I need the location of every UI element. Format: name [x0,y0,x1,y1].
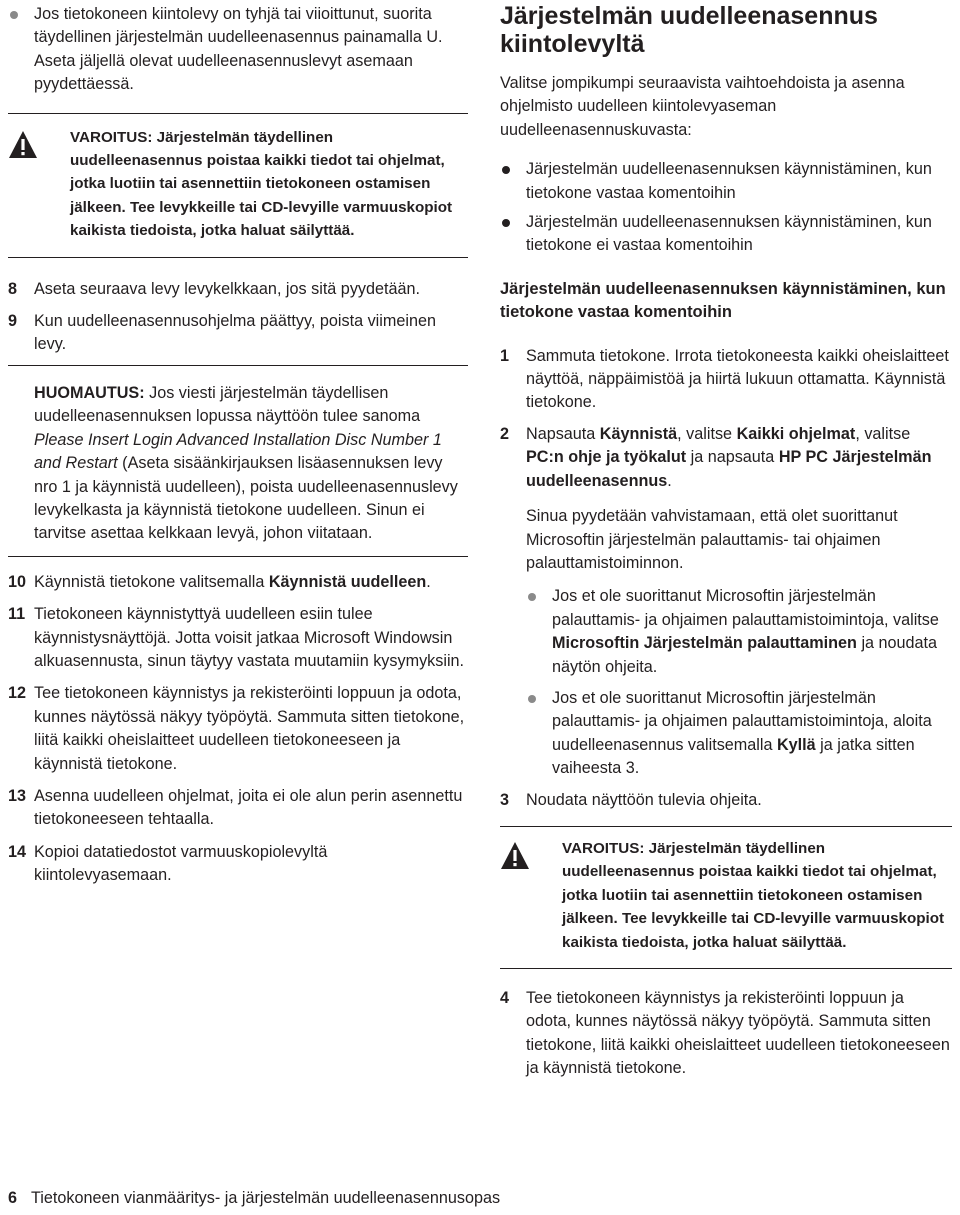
menu-system-recovery: HP PC Järjestelmän uudelleenasennus [526,448,932,490]
step-text: , valitse [855,424,911,443]
step-number: 8 [8,279,18,298]
menu-help-tools: PC:n ohje ja työkalut [526,448,687,467]
note-text-2: (Aseta sisäänkirjauksen lisäasennuksen levy nro 1 ja käynnistä uudelleen), poista uudelleenasennuslevy levykelkasta ja käynnistä tietokone uudelleen. Sinun ei tarvitse asettaa kelkkaan levyä, johon viitataan. [34,454,458,543]
subsection-heading: Järjestelmän uudelleenasennuksen käynnistäminen, kun tietokone vastaa komentoihin [500,279,946,322]
step-number: 4 [500,989,510,1007]
step-text: . [667,471,672,490]
step-number: 1 [500,346,510,365]
note [8,382,468,546]
sub-option-text: ja jatka sitten vaiheesta 3. [552,735,915,778]
step-14 [8,841,468,888]
warning-rule-top [500,826,952,827]
sub-option-text: Jos et ole suorittanut Microsoftin järjestelmän palauttamis- ja ohjaimen palauttamistoimintoja, aloita uudelleenasennus valitsemalla [552,688,932,754]
sub-option-text: ja noudata näytön ohjeita. [552,634,938,676]
step-2-paragraph: Sinua pyydetään vahvistamaan, että olet suorittanut Microsoftin järjestelmän palauttamis- tai ohjaimen palauttamistoiminnon. [526,507,898,572]
step-text: Sammuta tietokone. Irrota tietokoneesta kaikki oheislaitteet näyttöä, näppäimistöä ja hiirtä lukuun ottamatta. Käynnistä tietokone. [526,346,949,412]
step-text-end: . [426,572,431,591]
step-3 [500,789,952,812]
step-number: 13 [8,786,27,805]
step-number: 10 [8,572,27,591]
step-13 [8,785,468,832]
step-10 [8,571,468,594]
warning-triangle-icon [8,130,38,160]
menu-start: Käynnistä [599,424,678,443]
intro-bullet: Jos tietokoneen kiintolevy on tyhjä tai viioittunut, suorita täydellinen järjestelmän uudelleenasennus painamalla U. Aseta jäljellä olevat uudelleenasennuslevyt asemaan pyydettäessä. [8,3,468,97]
warning-rule-top [8,113,468,114]
step-text: Tee tietokoneen käynnistys ja rekisteröinti loppuun ja odota, kunnes näytössä näkyy työpöytä. Sammuta sitten tietokone, liitä kaikki oheislaitteet uudelleen tietokoneeseen ja käynnistä tietokone. [34,684,465,773]
sub-option-item [526,585,952,679]
sub-option-text: Jos et ole suorittanut Microsoftin järjestelmän palauttamis- ja ohjaimen palauttamistoimintoja, valitse [552,587,939,629]
sub-option-bold: Microsoftin Järjestelmän palauttaminen [552,634,857,653]
step-12 [8,682,468,776]
step-text: Kun uudelleenasennusohjelma päättyy, poista viimeinen levy. [34,312,436,354]
section-intro: Valitse jompikumpi seuraavista vaihtoehdoista ja asenna ohjelmisto uudelleen kiintolevyaseman uudelleenasennuskuvasta: [500,74,905,139]
step-text: Tee tietokoneen käynnistys ja rekisteröinti loppuun ja odota, kunnes näytössä näkyy työpöytä. Sammuta sitten tietokone, liitä kaikki oheislaitteet uudelleen tietokoneeseen ja käynnistä tietokone. [526,989,950,1078]
warning-text-2: VAROITUS: Järjestelmän täydellinen uudelleenasennus poistaa kaikki tiedot tai ohjelmat, jotka luotiin tai asennettiin tietokoneen ostamisen jälkeen. Tee levykkeille tai CD-levyille varmuuskopiot kaikista tiedoista, jotka haluat säilyttää. [562,839,945,951]
step-text: Noudata näyttöön tulevia ohjeita. [526,790,762,809]
step-number: 2 [500,424,510,443]
step-text: Asenna uudelleen ohjelmat, joita ei ole alun perin asennettu tietokoneeseen tehtaalla. [34,786,463,829]
section-heading: Järjestelmän uudelleenasennus kiintolevyltä [500,2,878,58]
note-rule-top [8,365,468,366]
sub-option-list [500,585,952,780]
right-column [500,0,952,1081]
left-column [8,0,468,888]
option-list [500,158,952,258]
sub-option-item [526,687,952,781]
step-11 [8,603,468,673]
note-text-1: Jos viesti järjestelmän täydellisen uudelleenasennuksen lopussa näyttöön tulee sanoma [34,383,421,426]
step-text: Aseta seuraava levy levykelkkaan, jos sitä pyydetään. [34,279,421,298]
step-text: Käynnistä tietokone valitsemalla [34,572,269,591]
steps-8-9 [8,278,468,357]
note-italic: Please Insert Login Advanced Installation Disc Number 1 and Restart [34,430,442,473]
step-number: 11 [8,605,26,624]
warning-text-1: VAROITUS: Järjestelmän täydellinen uudelleenasennus poistaa kaikki tiedot tai ohjelmat, jotka luotiin tai asennettiin tietokoneen ostamisen jälkeen. Tee levykkeille tai CD-levyille varmuuskopiot kaikista tiedoista, jotka haluat säilyttää. [70,128,453,240]
footer-title: Tietokoneen vianmääritys- ja järjestelmän uudelleenasennusopas [31,1189,501,1207]
page-number: 6 [8,1189,18,1207]
step-4 [500,987,952,1081]
step-text: , valitse [677,424,737,443]
step-bold: Käynnistä uudelleen [268,572,427,591]
step-1 [500,345,952,415]
option-item: Järjestelmän uudelleenasennuksen käynnistäminen, kun tietokone ei vastaa komentoihin [500,211,952,258]
step-number: 9 [8,312,18,331]
step-number: 3 [500,790,510,809]
step-text: ja napsauta [686,448,779,467]
step-9 [8,310,468,357]
step-number: 12 [8,684,27,703]
warning-rule-bottom [8,257,468,258]
menu-all-programs: Kaikki ohjelmat [736,424,856,443]
step-8 [8,278,468,301]
warning-box-2 [500,837,952,954]
page-footer [8,1186,500,1210]
step-number: 14 [8,842,27,861]
note-label: HUOMAUTUS: [34,383,145,402]
step-text: Napsauta [526,424,600,443]
step-2 [500,423,952,493]
warning-rule-bottom [500,968,952,969]
warning-triangle-icon [500,841,530,871]
note-rule-bottom [8,556,468,557]
sub-option-bold: Kyllä [776,735,816,754]
step-text: Kopioi datatiedostot varmuuskopiolevyltä kiintolevyasemaan. [34,842,328,885]
step-text: Tietokoneen käynnistyttyä uudelleen esiin tulee käynnistysnäyttöjä. Jotta voisit jatkaa Microsoft Windowsin alkuasennusta, sinun täytyy vastata muutamiin kysymyksiin. [34,605,465,670]
warning-box-1 [8,126,468,243]
option-item: Järjestelmän uudelleenasennuksen käynnistäminen, kun tietokone vastaa komentoihin [500,158,952,205]
